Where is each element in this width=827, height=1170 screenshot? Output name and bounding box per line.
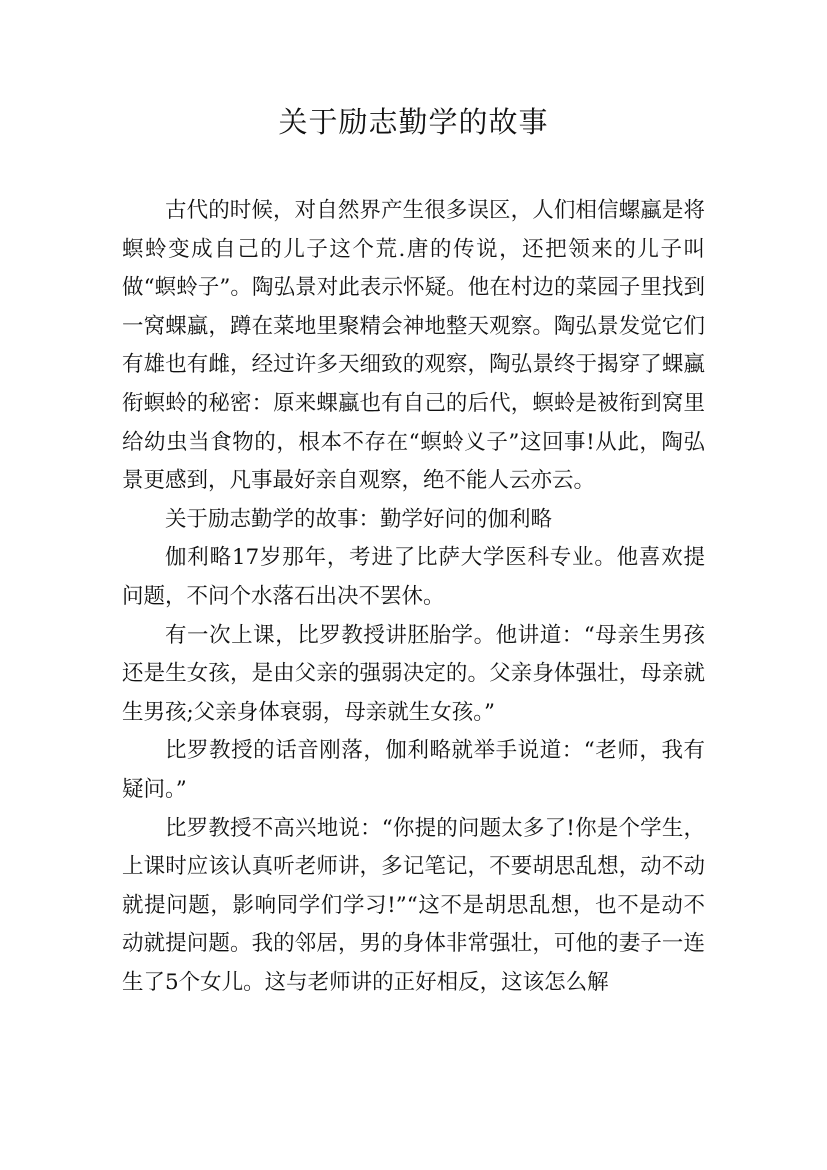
paragraph-6: 比罗教授不高兴地说：“你提的问题太多了!你是个学生，上课时应该认真听老师讲，多记笔记，不要胡思乱想，动不动就提问题，影响同学们学习!”“这不是胡思乱想，也不是动不动就提问题。我的邻居，男的身体非常强壮，可他的妻子一连生了5个女儿。这与老师讲的正好相反，这该怎么解 xyxy=(122,815,705,995)
paragraph-1: 古代的时候，对自然界产生很多误区，人们相信螺蠃是将螟蛉变成自己的儿子这个荒.唐的传说，还把领来的儿子叫做“螟蛉子”。陶弘景对此表示怀疑。他在村边的菜园子里找到一窝蜾蠃，蹲在菜地里聚精会神地整天观察。陶弘景发觉它们有雄也有雌，经过许多天细致的观察，陶弘景终于揭穿了蜾蠃衔螟蛉的秘密：原来蜾蠃也有自己的后代，螟蛉是被衔到窝里给幼虫当食物的，根本不存在“螟蛉义子”这回事!从此，陶弘景更感到，凡事最好亲自观察，绝不能人云亦云。 xyxy=(122,198,705,494)
paragraph-3: 伽利略17岁那年，考进了比萨大学医科专业。他喜欢提问题，不问个水落石出决不罢休。 xyxy=(122,545,705,609)
paragraph-4: 有一次上课，比罗教授讲胚胎学。他讲道：“母亲生男孩还是生女孩，是由父亲的强弱决定的。父亲身体强壮，母亲就生男孩;父亲身体衰弱，母亲就生女孩。” xyxy=(122,622,705,725)
document-title: 关于励志勤学的故事 xyxy=(278,105,549,139)
document-body xyxy=(122,192,705,1002)
paragraph-5: 比罗教授的话音刚落，伽利略就举手说道：“老师，我有疑问。” xyxy=(122,738,705,802)
paragraph-2-heading: 关于励志勤学的故事：勤学好问的伽利略 xyxy=(165,506,553,532)
